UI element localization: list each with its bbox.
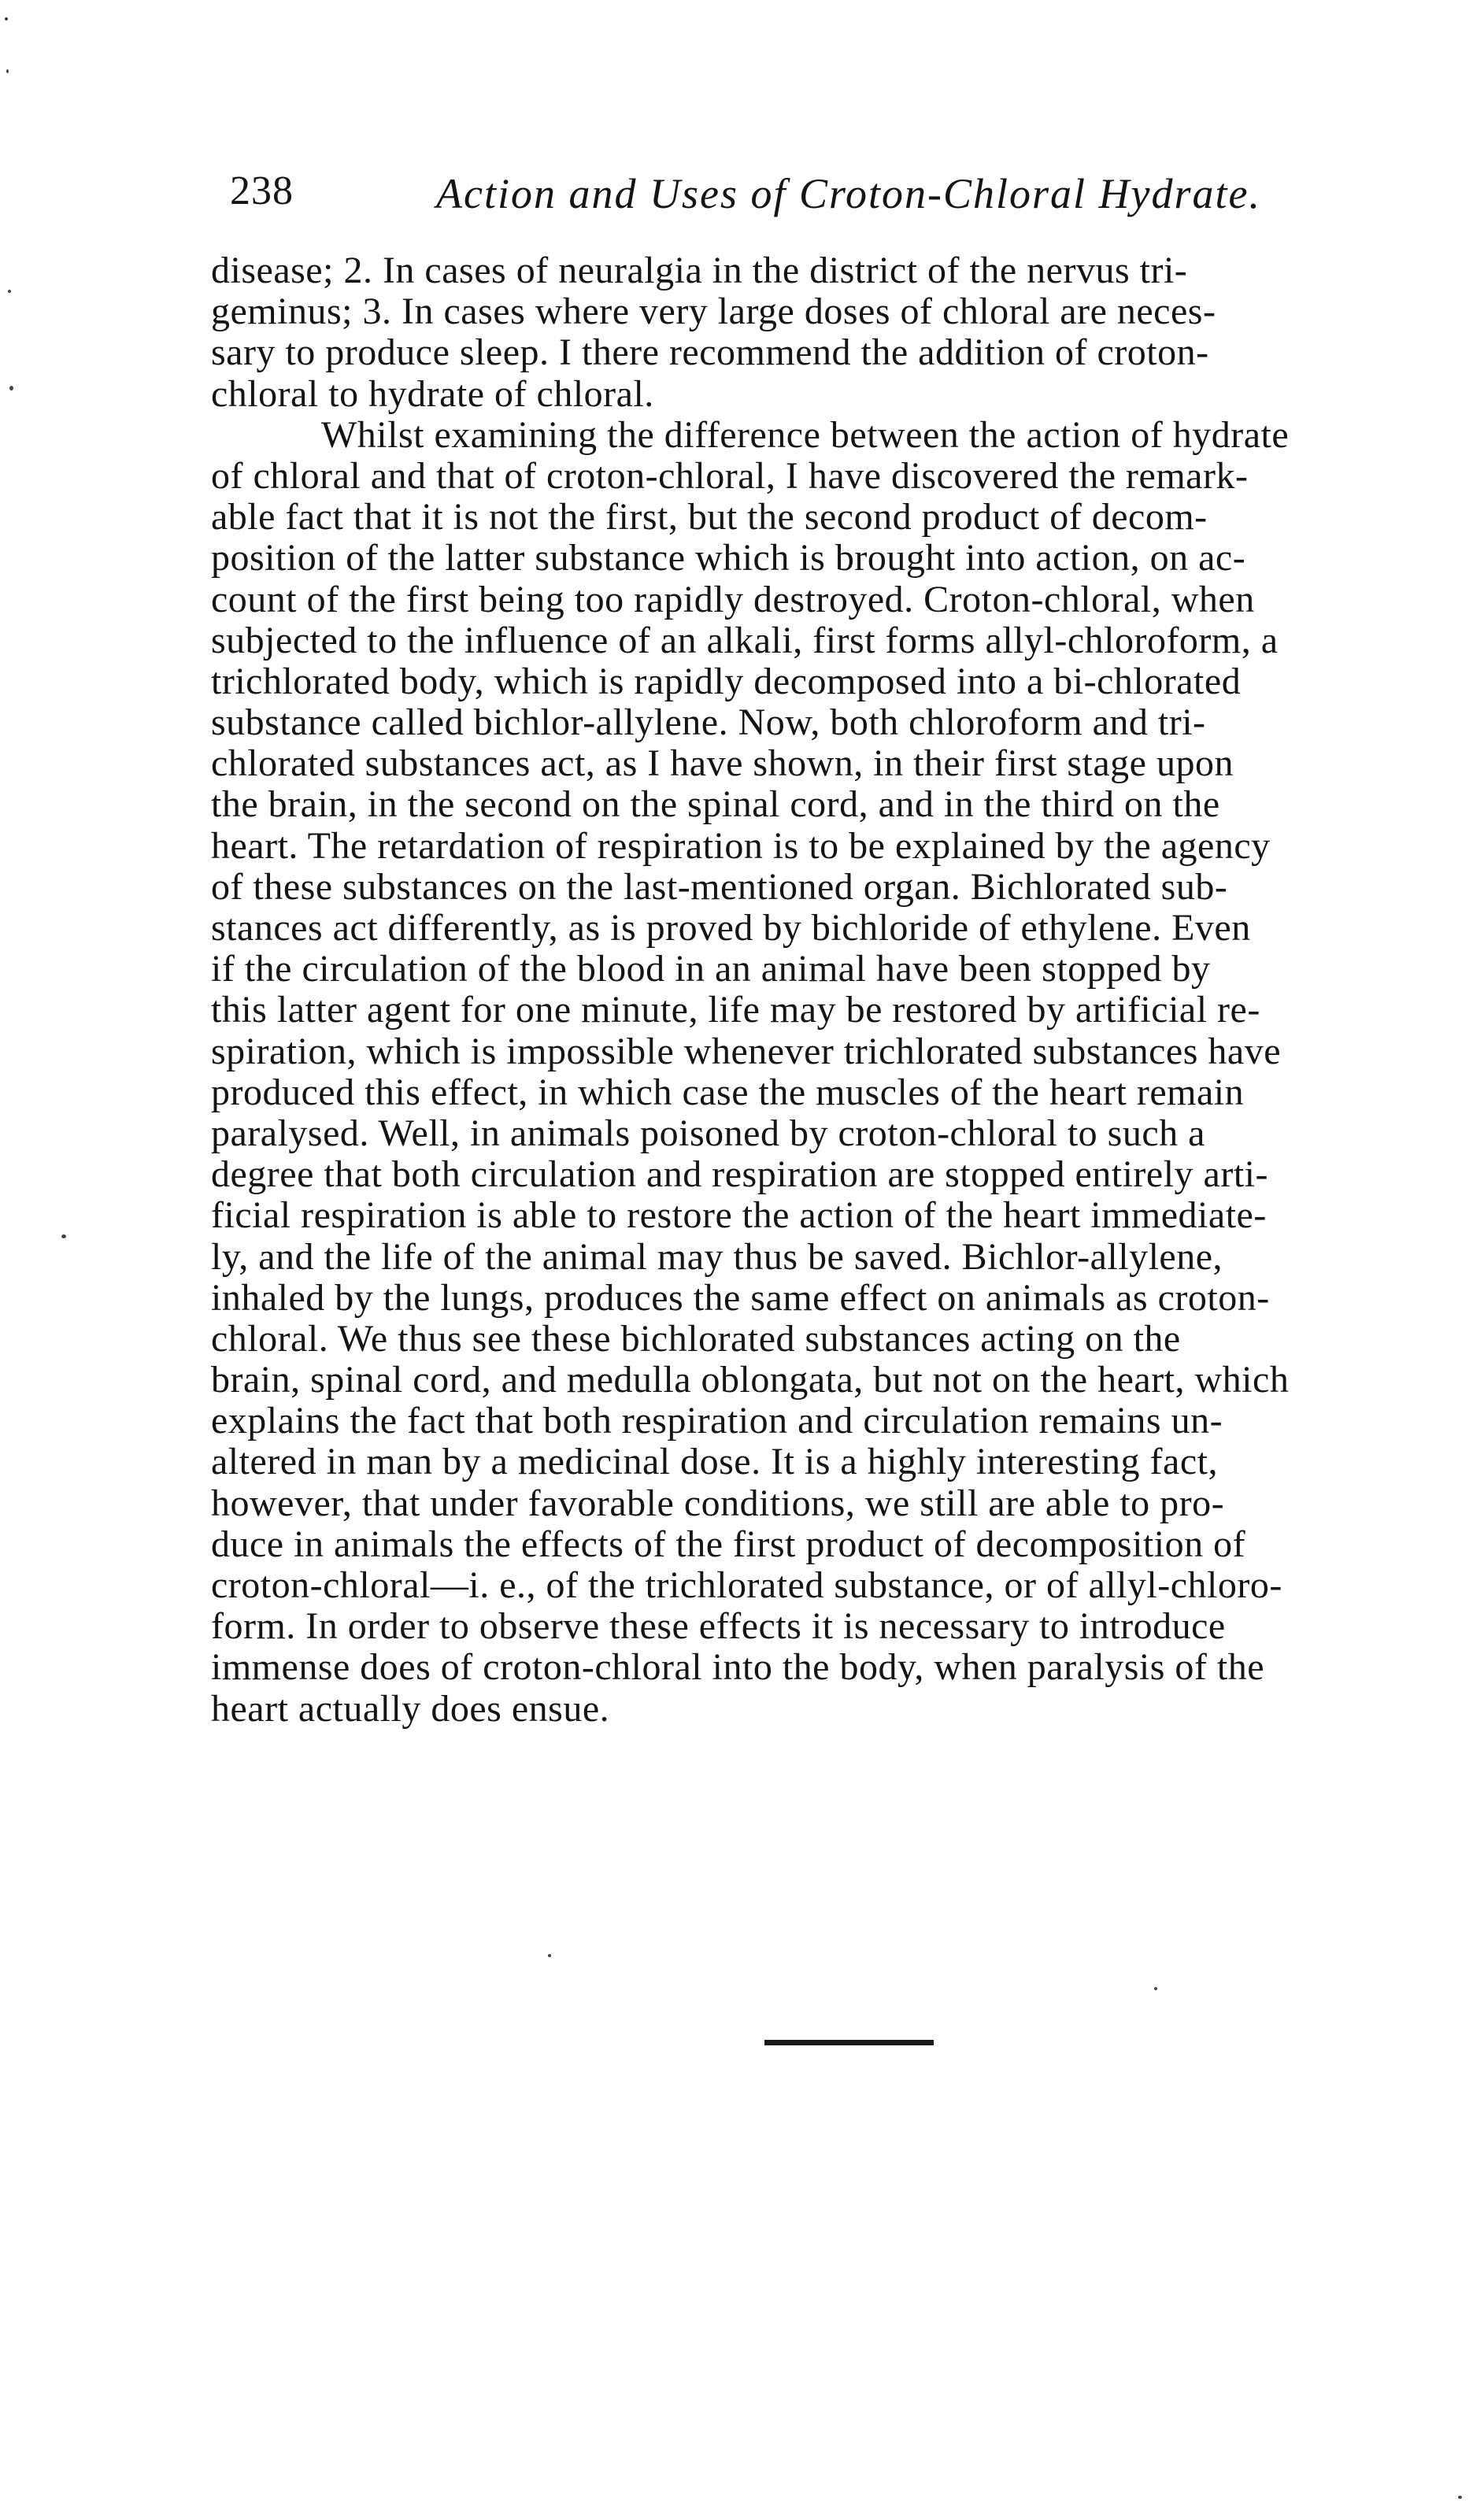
text-line: subjected to the influence of an alkali, first forms allyl-chloroform, a [211,619,1279,661]
text-line: of chloral and that of croton-chloral, I have discovered the remark- [211,454,1249,497]
text-line: heart actually does ensue. [211,1687,610,1730]
text-line: ficial respiration is able to restore the action of the heart immediate- [211,1194,1267,1237]
text-line: croton-chloral—i. e., of the trichlorated substance, or of allyl-chloro- [211,1564,1282,1606]
end-rule [764,2040,934,2045]
text-line: degree that both circulation and respiration are stopped entirely arti- [211,1153,1268,1196]
text-line: paralysed. Well, in animals poisoned by croton-chloral to such a [211,1112,1205,1154]
print-speck [5,17,8,20]
text-line: chloral. We thus see these bichlorated substances acting on the [211,1317,1181,1360]
body-text [211,250,1471,1730]
page-header [230,161,1316,224]
text-line: this latter agent for one minute, life may be restored by artificial re- [211,989,1260,1031]
text-line: of these substances on the last-mentioned organ. Bichlorated sub- [211,865,1228,908]
text-line: ly, and the life of the animal may thus be saved. Bichlor-allylene, [211,1235,1223,1278]
text-line: disease; 2. In cases of neuralgia in the district of the nervus tri- [211,250,1188,291]
text-line: count of the first being too rapidly destroyed. Croton-chloral, when [211,578,1255,620]
print-speck [6,69,9,73]
text-line: form. In order to observe these effects it is necessary to introduce [211,1605,1226,1648]
paragraph-first-line: Whilst examining the difference between the action of hydrate [321,413,1290,456]
text-line: brain, spinal cord, and medulla oblongata, but not on the heart, which [211,1359,1290,1401]
running-title: Action and Uses of Croton-Chloral Hydrate. [436,170,1261,217]
print-speck [1458,2496,1462,2499]
text-line: chloral to hydrate of chloral. [211,372,654,415]
print-speck [61,1234,66,1238]
print-speck [548,1954,551,1957]
text-line: substance called bichlor-allylene. Now, both chloroform and tri- [211,701,1206,744]
text-line: heart. The retardation of respiration is to be explained by the agency [211,824,1271,867]
text-line: stances act differently, as is proved by bichloride of ethylene. Even [211,907,1251,949]
print-speck [9,386,13,390]
text-line: chlorated substances act, as I have shown, in their first stage upon [211,742,1234,785]
text-line: sary to produce sleep. I there recommend the addition of croton- [211,331,1209,374]
text-line: spiration, which is impossible whenever trichlorated substances have [211,1030,1281,1072]
text-line: trichlorated body, which is rapidly decomposed into a bi-chlorated [211,660,1242,702]
text-line: immense does of croton-chloral into the body, when paralysis of the [211,1646,1265,1689]
text-line: the brain, in the second on the spinal cord, and in the third on the [211,783,1220,826]
text-line: inhaled by the lungs, produces the same effect on animals as croton- [211,1276,1270,1319]
text-line: produced this effect, in which case the muscles of the heart remain [211,1071,1245,1113]
text-line: if the circulation of the blood in an animal have been stopped by [211,948,1211,990]
text-line: position of the latter substance which is brought into action, on ac- [211,537,1246,579]
page-number: 238 [230,168,294,213]
print-speck [1154,1987,1157,1990]
text-line: however, that under favorable conditions, we still are able to pro- [211,1482,1225,1524]
print-speck [8,290,11,293]
text-line: altered in man by a medicinal dose. It is a highly interesting fact, [211,1441,1218,1483]
text-line: duce in animals the effects of the first product of decomposition of [211,1523,1246,1565]
text-line: explains the fact that both respiration and circulation remains un- [211,1400,1223,1442]
text-line: able fact that it is not the first, but the second product of decom- [211,496,1208,538]
text-line: geminus; 3. In cases where very large doses of chloral are neces- [211,291,1216,333]
